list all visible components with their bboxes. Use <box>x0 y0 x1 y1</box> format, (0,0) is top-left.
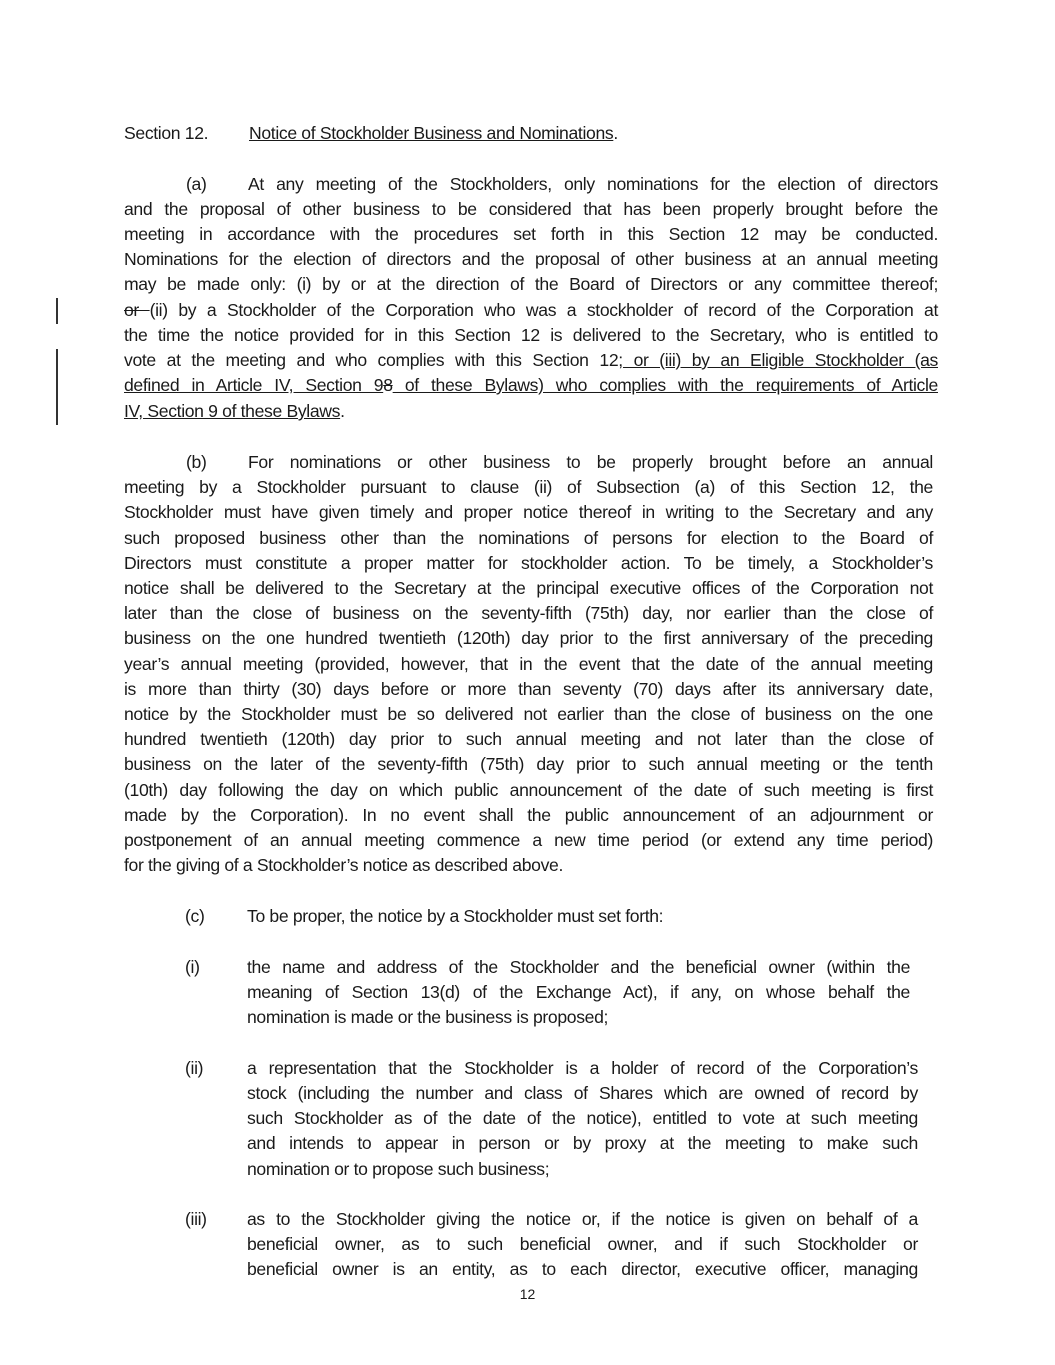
para-a-line: or (ii) by a Stockholder of the Corporation who was a stockholder of record of the Corporation at <box>124 300 938 320</box>
para-a-line: (a) At any meeting of the Stockholders, only nominations for the election of directors <box>62 172 938 197</box>
para-b-label: (b) <box>186 452 207 472</box>
item-line: beneficial owner, as to such beneficial owner, and if such Stockholder or <box>247 1234 918 1254</box>
para-a-line: the time the notice provided for in this Section 12 is delivered to the Secretary, who is entitled to <box>124 325 938 345</box>
para-b-line: Stockholder must have given timely and proper notice thereof in writing to the Secretary and any <box>124 502 933 523</box>
para-b-line: meeting by a Stockholder pursuant to clause (ii) of Subsection (a) of this Section 12, the <box>124 477 933 498</box>
para-a-line: vote at the meeting and who complies with this Section 12; or (iii) by an Eligible Stockholder (as <box>124 350 938 370</box>
inserted-text: defined in Article IV, Section 9 <box>124 375 384 395</box>
para-a-line: may be made only: (i) by or at the direction of the Board of Directors or any committee thereof; <box>124 274 938 294</box>
para-a-line: meeting in accordance with the procedures set forth in this Section 12 may be conducted. <box>124 224 938 244</box>
para-c-label: (c) <box>185 906 205 926</box>
para-a-line: and the proposal of other business to be considered that has been properly brought before the <box>124 199 938 219</box>
para-b-line: year’s annual meeting (provided, however, that in the event that the date of the annual meeting <box>124 653 933 674</box>
para-a-line: IV, Section 9 of these Bylaws. <box>124 401 345 421</box>
item-label: (iii) <box>185 1209 207 1229</box>
para-a-label: (a) <box>186 174 207 194</box>
para-b-line: for the giving of a Stockholder’s notice as described above. <box>124 855 563 876</box>
item-line: nomination is made or the business is proposed; <box>247 1007 609 1027</box>
para-b-line: such proposed business other than the nominations of persons for election to the Board of <box>124 527 933 548</box>
para-a-line: Nominations for the election of directors and the proposal of other business at an annual meeting <box>124 249 938 269</box>
para-b-line: made by the Corporation). In no event shall the public announcement of an adjournment or <box>124 804 933 825</box>
section-heading: Section 12. Notice of Stockholder Business and Nominations. <box>124 121 938 146</box>
para-b-line: Directors must constitute a proper matter for stockholder action. To be timely, a Stockholder’s <box>124 552 933 573</box>
para-b-line: (b) For nominations or other business to be properly brought before an annual <box>62 450 933 475</box>
para-b-line: business on the later of the seventy-fifth (75th) day prior to such annual meeting or the tenth <box>124 754 933 775</box>
item-line: and intends to appear in person or by proxy at the meeting to make such <box>247 1133 918 1153</box>
item-label: (i) <box>185 957 200 977</box>
para-b-line: postponement of an annual meeting commence a new time period (or extend any time period) <box>124 830 933 850</box>
para-b-line: notice shall be delivered to the Secretary at the principal executive offices of the Corporation not <box>124 578 933 598</box>
section-number: Section 12. <box>124 123 209 143</box>
change-bar <box>56 298 58 324</box>
item-line: a representation that the Stockholder is a holder of record of the Corporation’s <box>247 1058 918 1078</box>
para-b-line: notice by the Stockholder must be so delivered not earlier than the close of business on the one <box>124 704 933 724</box>
inserted-text: IV, Section 9 of these Bylaws <box>124 401 341 421</box>
section-title: Notice of Stockholder Business and Nominations <box>249 123 614 143</box>
deleted-text: 8 <box>383 375 393 395</box>
para-b-line: (10th) day following the day on which public announcement of the date of such meeting is first <box>124 779 933 800</box>
item-label: (ii) <box>185 1058 204 1078</box>
para-c-text: To be proper, the notice by a Stockholder must set forth: <box>247 906 664 926</box>
change-bar <box>56 349 58 425</box>
para-b-line: business on the one hundred twentieth (120th) day prior to the first anniversary of the preceding <box>124 628 933 649</box>
para-b-line: later than the close of business on the seventy-fifth (75th) day, nor earlier than the close of <box>124 603 933 624</box>
inserted-text: of these Bylaws) who complies with the requirements of Article <box>392 375 938 395</box>
para-b-line: hundred twentieth (120th) day prior to such annual meeting and not later than the close of <box>124 729 933 750</box>
item-line: nomination or to propose such business; <box>247 1159 550 1179</box>
item-line: meaning of Section 13(d) of the Exchange Act), if any, on whose behalf the <box>247 982 910 1002</box>
item-line: stock (including the number and class of Shares which are owned of record by <box>247 1083 918 1103</box>
para-a-line <box>124 373 938 398</box>
item-line: the name and address of the Stockholder and the beneficial owner (within the <box>247 957 910 977</box>
page-number: 12 <box>519 1286 536 1302</box>
deleted-text: or <box>124 300 150 320</box>
item-line: such Stockholder as of the date of the notice), entitled to vote at such meeting <box>247 1108 918 1128</box>
item-line: as to the Stockholder giving the notice or, if the notice is given on behalf of a <box>247 1209 918 1229</box>
item-line: beneficial owner is an entity, as to each director, executive officer, managing <box>247 1259 918 1279</box>
para-b-line: is more than thirty (30) days before or more than seventy (70) days after its anniversary date, <box>124 678 933 699</box>
inserted-text: ; or (iii) by an Eligible Stockholder (as <box>618 350 938 370</box>
